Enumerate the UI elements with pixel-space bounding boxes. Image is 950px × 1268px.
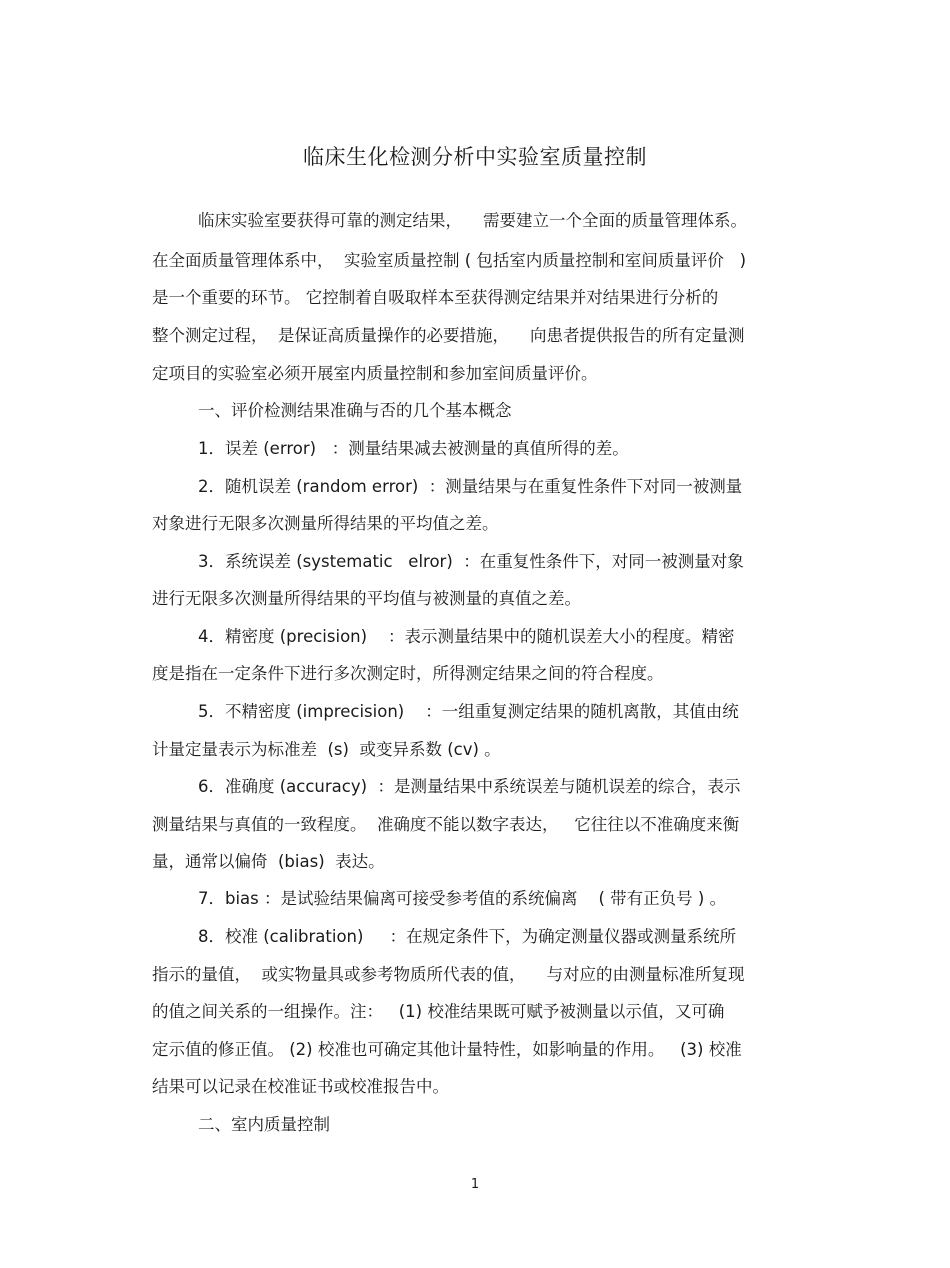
section-heading: 一、评价检测结果准确与否的几个基本概念 (198, 401, 512, 420)
paragraph-line: 4．精密度 (precision) ：表示测量结果中的随机误差大小的程度。精密 (198, 627, 735, 646)
paragraph-line: 是一个重要的环节。 它控制着自吸取样本至获得测定结果并对结果进行分析的 (152, 288, 719, 307)
paragraph-line: 定示值的修正值。 (2) 校准也可确定其他计量特性，如影响量的作用。 (3) 校准 (152, 1040, 742, 1059)
paragraph-line: 对象进行无限多次测量所得结果的平均值之差。 (152, 514, 499, 533)
page-number: 1 (470, 1177, 480, 1192)
paragraph-line: 指示的量值， 或实物量具或参考物质所代表的值， 与对应的由测量标准所复现 (152, 965, 745, 984)
paragraph-line: 定项目的实验室必须开展室内质量控制和参加室间质量评价。 (152, 364, 598, 383)
paragraph-line: 5．不精密度 (imprecision) ：一组重复测定结果的随机离散，其值由统 (198, 702, 739, 721)
document-title: 临床生化检测分析中实验室质量控制 (303, 145, 647, 169)
paragraph-line: 计量定量表示为标准差 (s) 或变异系数 (cv) 。 (152, 740, 501, 759)
paragraph-line: 测量结果与真值的一致程度。 准确度不能以数字表达， 它往往以不准确度来衡 (152, 815, 740, 834)
paragraph-line: 临床实验室要获得可靠的测定结果， 需要建立一个全面的质量管理体系。 (198, 211, 747, 230)
paragraph-line: 进行无限多次测量所得结果的平均值与被测量的真值之差。 (152, 589, 581, 608)
paragraph-line: 6．准确度 (accuracy) ：是测量结果中系统误差与随机误差的综合，表示 (198, 777, 741, 796)
paragraph-line: 3．系统误差 (systematic elror) ：在重复性条件下，对同一被测量对象 (198, 552, 744, 571)
paragraph-line: 1．误差 (error) ：测量结果减去被测量的真值所得的差。 (198, 439, 629, 458)
paragraph-line: 整个测定过程， 是保证高质量操作的必要措施， 向患者提供报告的所有定量测 (152, 326, 745, 345)
paragraph-line: 的值之间关系的一组操作。注： (1) 校准结果既可赋予被测量以示值，又可确 (152, 1002, 725, 1021)
paragraph-line: 量，通常以偏倚 (bias) 表达。 (152, 852, 385, 871)
paragraph-line: 2．随机误差 (random error) ：测量结果与在重复性条件下对同一被测量 (198, 477, 743, 496)
paragraph-line: 8．校准 (calibration) ：在规定条件下，为确定测量仪器或测量系统所 (198, 927, 737, 946)
paragraph-line: 7．bias ：是试验结果偏离可接受参考值的系统偏离 ( 带有正负号 ) 。 (198, 889, 727, 908)
paragraph-line: 在全面质量管理体系中， 实验室质量控制 ( 包括室内质量控制和室间质量评价 ) (152, 251, 747, 270)
paragraph-line: 结果可以记录在校准证书或校准报告中。 (152, 1077, 449, 1096)
section-heading: 二、室内质量控制 (198, 1115, 330, 1134)
paragraph-line: 度是指在一定条件下进行多次测定时，所得测定结果之间的符合程度。 (152, 664, 664, 683)
